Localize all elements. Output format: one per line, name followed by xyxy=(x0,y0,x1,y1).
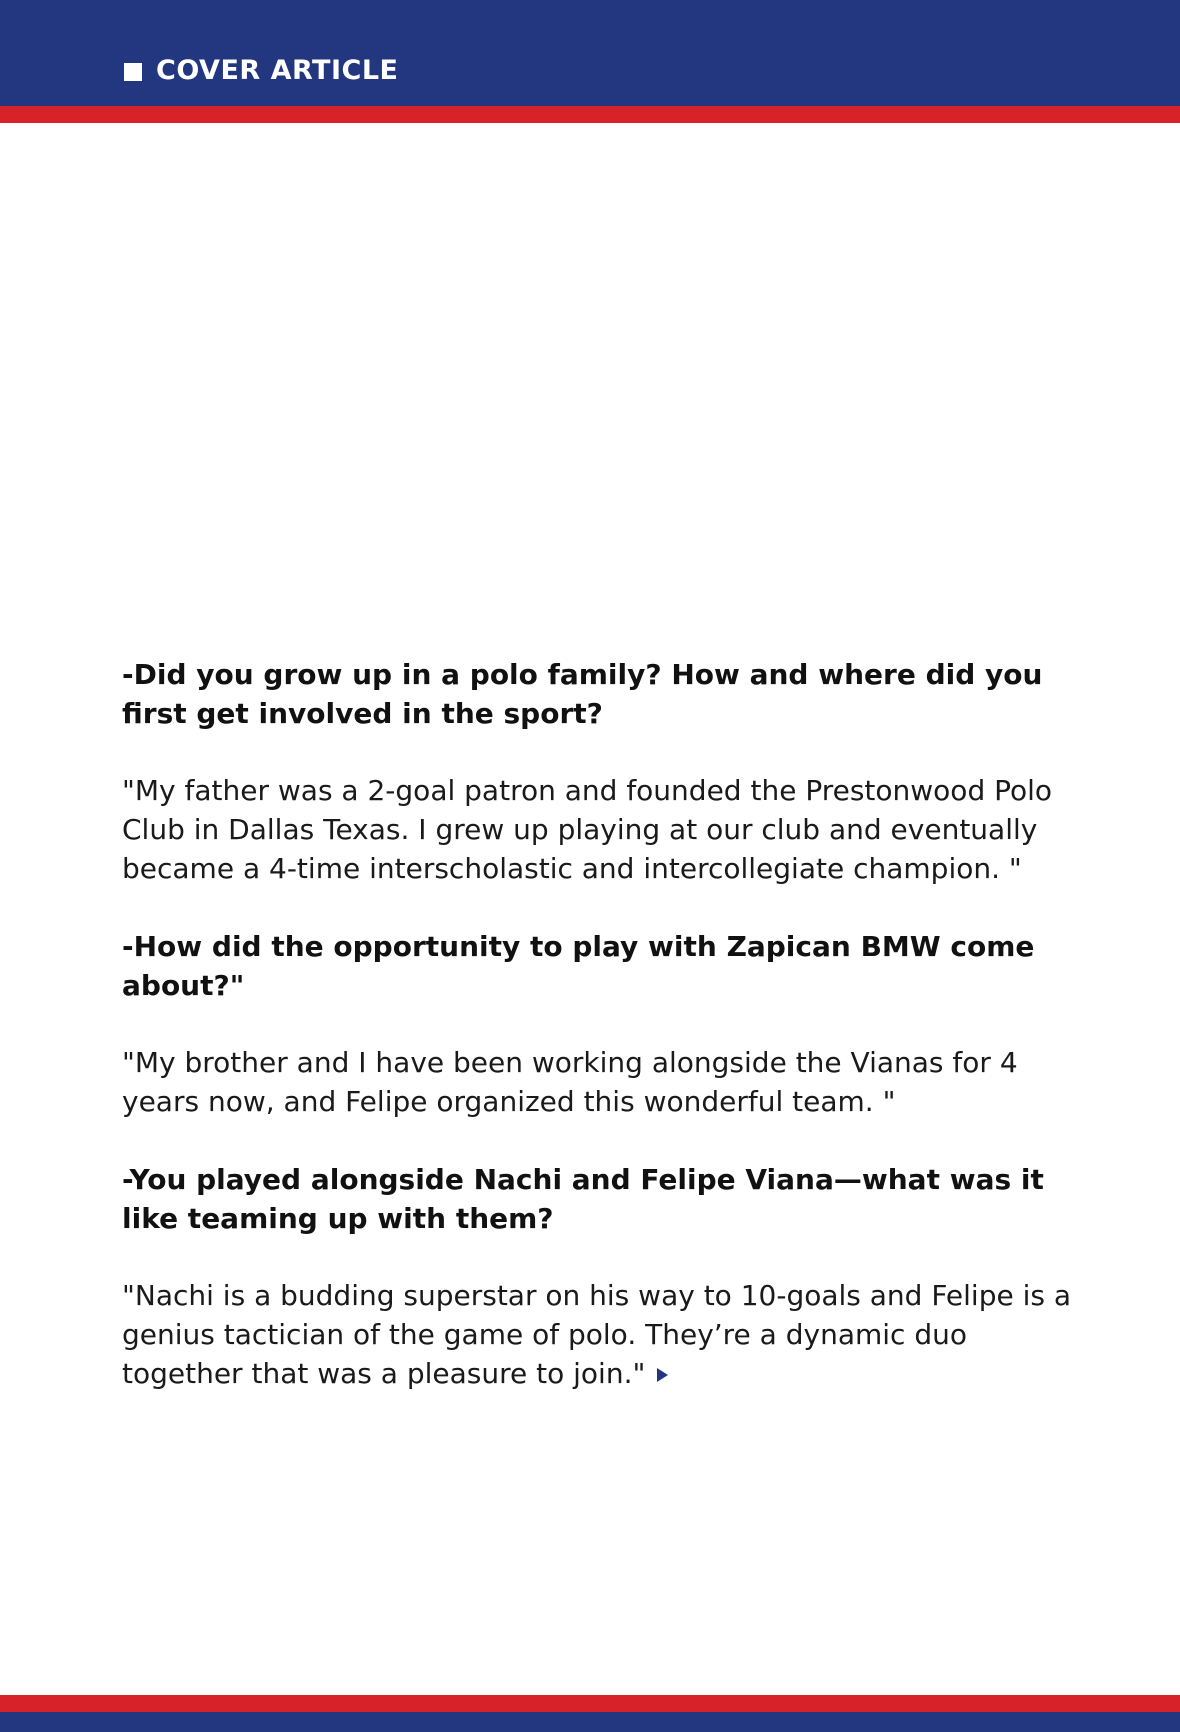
answer-3-wrapper xyxy=(122,1276,1082,1393)
answer-2: "My brother and I have been working alongside the Vianas for 4 years now, and Felipe organized this wonderful team. " xyxy=(122,1046,1018,1118)
answer-1: "My father was a 2-goal patron and founded the Prestonwood Polo Club in Dallas Texas. I grew up playing at our club and eventually became a 4-time interscholastic and intercollegiate champion. " xyxy=(122,774,1053,885)
section-label: COVER ARTICLE xyxy=(156,55,399,86)
question-3: -You played alongside Nachi and Felipe Viana—what was it like teaming up with them? xyxy=(122,1163,1044,1235)
footer-red-stripe xyxy=(0,1695,1180,1712)
triangle-right-icon xyxy=(657,1368,668,1382)
footer-band xyxy=(0,1712,1180,1732)
interview-article xyxy=(122,655,1082,1393)
question-2: -How did the opportunity to play with Zapican BMW come about?" xyxy=(122,930,1035,1002)
answer-3: "Nachi is a budding superstar on his way to 10-goals and Felipe is a genius tactician of the game of polo. They’re a dynamic duo together that was a pleasure to join." xyxy=(122,1279,1072,1390)
question-1: -Did you grow up in a polo family? How and where did you first get involved in the sport? xyxy=(122,658,1043,730)
header-red-stripe xyxy=(0,106,1180,123)
square-bullet-icon xyxy=(124,63,142,81)
